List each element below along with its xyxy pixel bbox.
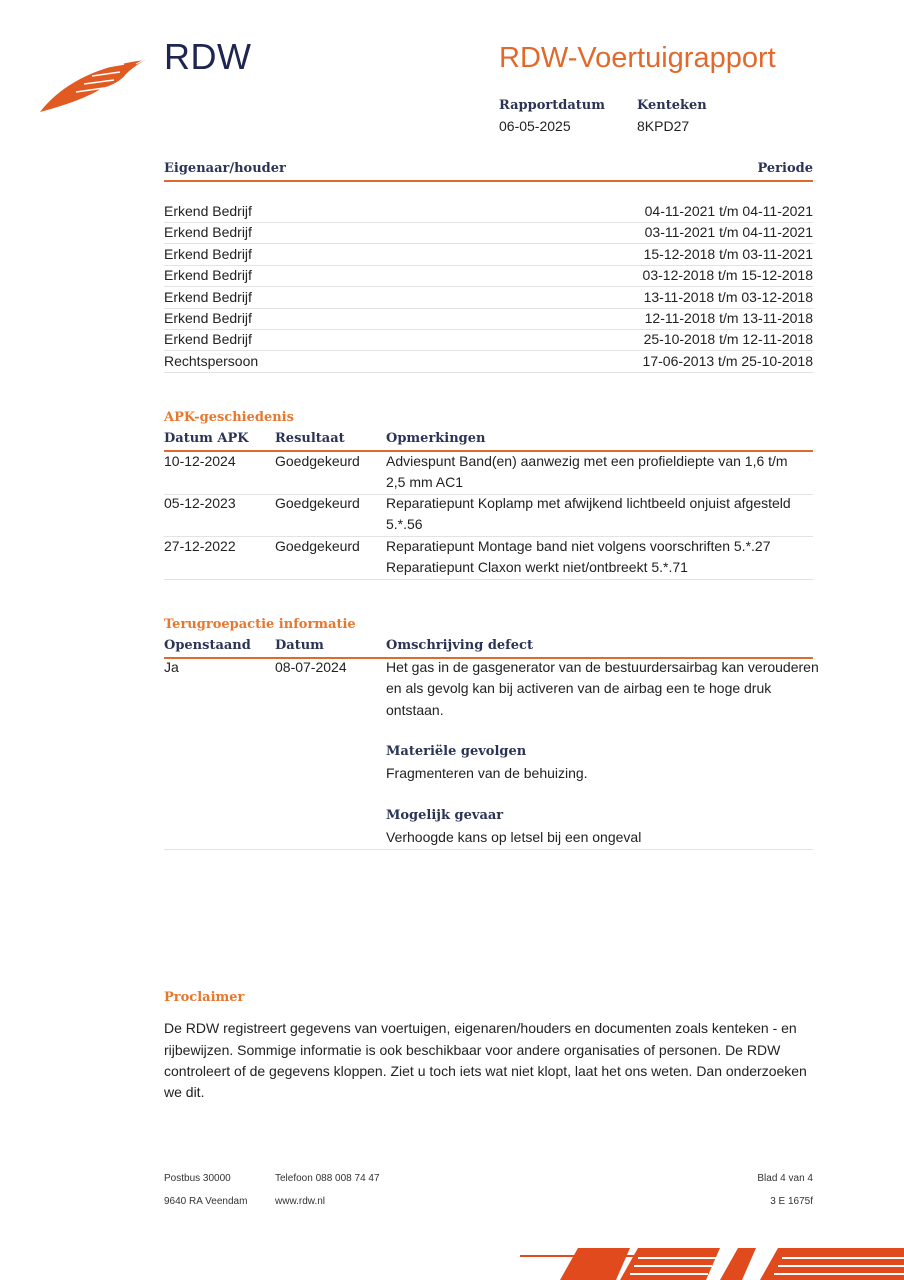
row-divider [164, 372, 813, 373]
owner-column-header: Eigenaar/houder [164, 161, 286, 176]
owner-name: Erkend Bedrijf [164, 267, 252, 284]
row-divider [164, 849, 813, 850]
danger-label: Mogelijk gevaar [386, 808, 504, 823]
owner-period: 03-11-2021 t/m 04-11-2021 [644, 224, 813, 241]
recall-date-value: 08-07-2024 [275, 659, 347, 675]
footer-code: 3 E 1675f [770, 1196, 813, 1207]
owner-row [164, 287, 813, 308]
recall-open-value: Ja [164, 659, 179, 675]
apk-row-1-result: Goedgekeurd [275, 453, 360, 469]
logo-text: RDW [164, 36, 252, 77]
footer-phone: Telefoon 088 008 74 47 [275, 1173, 380, 1184]
proclaimer-title: Proclaimer [164, 990, 245, 1005]
owner-row [164, 201, 813, 222]
owners-header-rule [164, 180, 813, 182]
footer-page-number: Blad 4 van 4 [757, 1173, 813, 1184]
owner-period: 04-11-2021 t/m 04-11-2021 [644, 203, 813, 219]
apk-row-3-remark-line: Reparatiepunt Claxon werkt niet/ontbreekt 5.*.71 [386, 559, 688, 575]
apk-row-3-date: 27-12-2022 [164, 538, 236, 554]
recall-desc-line: ontstaan. [386, 702, 444, 718]
owner-name: Rechtspersoon [164, 352, 259, 369]
consequences-label: Materiële gevolgen [386, 744, 527, 759]
plate-value: 8KPD27 [637, 118, 690, 134]
period-column-header: Periode [757, 161, 813, 176]
owner-row [164, 351, 813, 372]
owner-name: Erkend Bedrijf [164, 331, 252, 348]
apk-row-2-result: Goedgekeurd [275, 495, 360, 511]
report-date-label: Rapportdatum [499, 98, 605, 113]
owner-name: Erkend Bedrijf [164, 288, 252, 305]
apk-result-header: Resultaat [275, 431, 345, 446]
rdw-feather-logo [40, 56, 148, 116]
apk-row-1-remark-line: Adviespunt Band(en) aanwezig met een profieldiepte van 1,6 t/m [386, 453, 788, 469]
owner-name: Erkend Bedrijf [164, 245, 252, 262]
apk-row-3-remark-line: Reparatiepunt Montage band niet volgens voorschriften 5.*.27 [386, 538, 771, 554]
apk-row-2-date: 05-12-2023 [164, 495, 236, 511]
proclaimer-line: De RDW registreert gegevens van voertuigen, eigenaren/houders en documenten zoals kenteken - en [164, 1020, 797, 1036]
owner-period: 17-06-2013 t/m 25-10-2018 [642, 352, 813, 369]
owner-row [164, 244, 813, 265]
owner-row [164, 222, 813, 243]
decorative-stripes [520, 1244, 904, 1280]
owner-name: Erkend Bedrijf [164, 310, 252, 326]
proclaimer-line: controleert of de gegevens kloppen. Ziet u toch iets wat niet klopt, laat het ons weten. Dan onderzoeken [164, 1063, 807, 1079]
owner-period: 12-11-2018 t/m 13-11-2018 [644, 310, 813, 326]
owner-period: 15-12-2018 t/m 03-11-2021 [643, 245, 813, 262]
danger-value: Verhoogde kans op letsel bij een ongeval [386, 829, 642, 845]
recall-date-header: Datum [275, 638, 324, 653]
footer-website: www.rdw.nl [275, 1196, 326, 1207]
owner-period: 03-12-2018 t/m 15-12-2018 [642, 267, 813, 284]
recall-desc-line: en als gevolg kan bij activeren van de airbag een te hoge druk [386, 680, 772, 696]
owner-name: Erkend Bedrijf [164, 203, 252, 219]
apk-row-1-remark-line: 2,5 mm AC1 [386, 474, 464, 490]
recall-open-header: Openstaand [164, 638, 251, 653]
owner-period: 13-11-2018 t/m 03-12-2018 [643, 288, 813, 305]
apk-section-title: APK-geschiedenis [164, 410, 294, 425]
row-divider [164, 579, 813, 580]
apk-date-header: Datum APK [164, 431, 249, 446]
apk-row-3-result: Goedgekeurd [275, 538, 360, 554]
recall-section-title: Terugroepactie informatie [164, 617, 356, 632]
apk-row-2-remark-line: 5.*.56 [386, 516, 423, 532]
recall-desc-line: Het gas in de gasgenerator van de bestuurdersairbag kan verouderen [386, 659, 819, 675]
owner-row [164, 265, 813, 286]
apk-row-2-remark-line: Reparatiepunt Koplamp met afwijkend lichtbeeld onjuist afgesteld [386, 495, 791, 511]
proclaimer-line: we dit. [164, 1084, 205, 1100]
apk-remarks-header: Opmerkingen [386, 431, 486, 446]
proclaimer-line: rijbewijzen. Sommige informatie is ook beschikbaar voor andere organisaties of personen. De RDW [164, 1042, 781, 1058]
owner-name: Erkend Bedrijf [164, 224, 252, 241]
owner-row [164, 308, 813, 329]
owner-period: 25-10-2018 t/m 12-11-2018 [643, 331, 813, 348]
report-date-value: 06-05-2025 [499, 118, 571, 134]
consequences-value: Fragmenteren van de behuizing. [386, 765, 588, 781]
plate-label: Kenteken [637, 98, 707, 113]
footer-city: 9640 RA Veendam [164, 1196, 248, 1207]
owner-row [164, 329, 813, 350]
footer-postbus: Postbus 30000 [164, 1173, 231, 1184]
recall-desc-header: Omschrijving defect [386, 638, 533, 653]
report-title: RDW-Voertuigrapport [499, 42, 776, 74]
apk-row-1-date: 10-12-2024 [164, 453, 236, 469]
